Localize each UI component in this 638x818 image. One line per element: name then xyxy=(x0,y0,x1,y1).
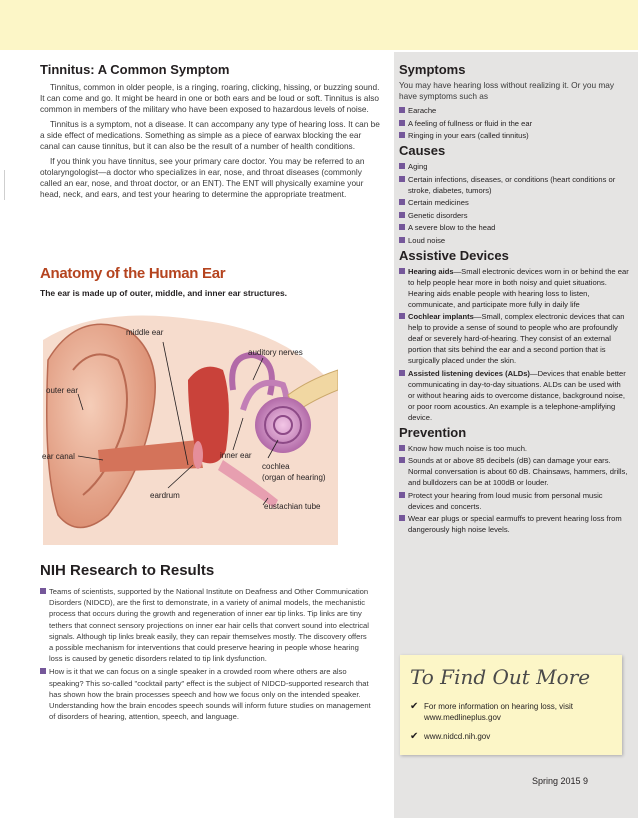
label-outer-ear: outer ear xyxy=(46,386,79,395)
cause-item: Aging xyxy=(399,161,629,172)
symptoms-title: Symptoms xyxy=(399,62,466,77)
cause-item: Loud noise xyxy=(399,235,629,246)
label-eardrum: eardrum xyxy=(150,491,180,500)
eardrum-shape xyxy=(193,441,203,469)
label-middle-ear: middle ear xyxy=(126,328,164,337)
tinnitus-paragraph: If you think you have tinnitus, see your primary care doctor. You may be referred to an otolaryngologist—a doctor who specializes in ear, nose, and throat diseases (commonly called an ear, nose, and throat doctor, or an ENT). The ENT will physically examine your head, neck, and ears, and test your hearing to determine the appropriate treatment. xyxy=(40,156,365,199)
nih-title: NIH Research to Results xyxy=(40,562,215,579)
tinnitus-title: Tinnitus: A Common Symptom xyxy=(40,62,230,77)
assistive-term: Cochlear implants xyxy=(408,312,474,321)
prevention-title: Prevention xyxy=(399,424,467,440)
nih-item: Teams of scientists, supported by the National Institute on Deafness and Other Communication Disorders (NIDCD), are the first to demonstrate, in a variety of animal models, the mechanistic process that occurs during the growth and regeneration of inner ear tip links. Tip links are tiny tethers that connect sensory projections on inner ear hair cells that convert sound into electrical signals. Although tip links break easily, they can repair themselves mostly. The discovery offers a possible mechanism for interventions that could preserve hearing in people whose hearing loss is caused by genetic disorders related to tip link dysfunction. xyxy=(40,586,372,664)
card-title: To Find Out More xyxy=(410,665,591,689)
assistive-item xyxy=(399,266,629,310)
causes-title: Causes xyxy=(399,143,446,158)
page-footer: Spring 2015 9 xyxy=(532,776,589,786)
label-inner-ear: inner ear xyxy=(220,451,252,460)
card-item-link[interactable]: www.nidcd.nih.gov xyxy=(424,732,491,741)
assistive-text: —Small, complex electronic devices that can help to provide a sense of sound to people who are profoundly deaf or severely hard-of-hearing. They consist of an external portion that sits behind the ear and a second portion that is surgically placed under the skin. xyxy=(408,312,625,365)
checkmark-icon: ✔ xyxy=(410,731,419,742)
card-item-text[interactable]: For more information on hearing loss, visit www.medlineplus.gov xyxy=(424,702,573,722)
nih-item: How is it that we can focus on a single speaker in a crowded room where others are also speaking? This so-called "cocktail party" effect is the subject of NIDCD-supported research that has shown how the brain processes speech and how we focus only on the intended speaker. Understanding how the brain encodes speech sounds will inform future studies on management of disorders of hearing, attention, speech, and language. xyxy=(40,666,372,722)
assistive-item xyxy=(399,311,629,366)
label-cochlea: cochlea xyxy=(262,462,290,471)
cause-item: Certain infections, diseases, or conditions (heart conditions or stroke, diabetes, tumors) xyxy=(399,174,629,196)
anatomy-title: Anatomy of the Human Ear xyxy=(40,265,226,282)
prevention-item: Sounds at or above 85 decibels (dB) can damage your ears. Normal conversation is about 60 dB. Chainsaws, hammers, drills, and bulldozers can be at 100dB or louder. xyxy=(399,455,629,488)
assistive-text: —Devices that enable better communicating in day-to-day situations. ALDs can be used with or without hearing aids to overcome distance, background noise, or poor room acoustics. An example is a telephone-amplifying device. xyxy=(408,368,626,422)
checkmark-icon: ✔ xyxy=(410,701,419,712)
prevention-item: Wear ear plugs or special earmuffs to prevent hearing loss from dangerously high noise levels. xyxy=(399,513,629,535)
card-item xyxy=(410,701,604,723)
assistive-term: Hearing aids xyxy=(408,266,454,276)
assistive-text: —Small electronic devices worn in or behind the ear to help people hear more in both noisy and quiet situations. Hearing aids enable people with hearing loss to listen, communicate, and participate more fully in daily life xyxy=(408,266,629,309)
symptom-item: A feeling of fullness or fluid in the ear xyxy=(399,118,629,129)
prevention-item: Protect your hearing from loud music from personal music devices and concerts. xyxy=(399,490,629,512)
assistive-item xyxy=(399,368,629,423)
assistive-term: Assisted listening devices (ALDs) xyxy=(408,368,530,378)
top-band xyxy=(0,0,638,50)
label-ear-canal: ear canal xyxy=(42,452,75,461)
label-auditory-nerves: auditory nerves xyxy=(248,348,303,357)
find-out-more-card xyxy=(400,655,622,755)
cochlea-shape xyxy=(255,397,311,453)
symptom-item: Ringing in your ears (called tinnitus) xyxy=(399,130,629,141)
ear-diagram xyxy=(38,300,338,545)
cause-item: Certain medicines xyxy=(399,197,629,208)
tinnitus-paragraph: Tinnitus is a symptom, not a disease. It can accompany any type of hearing loss. It can be a side effect of medications. Something as simple as a piece of earwax blocking the ear canal can cause tinnitus, but it can also be the result of a number of health conditions. xyxy=(40,119,380,151)
cause-item: Genetic disorders xyxy=(399,210,629,221)
sidebar-content xyxy=(399,60,629,537)
prevention-item: Know how much noise is too much. xyxy=(399,443,629,454)
nih-list xyxy=(40,586,372,724)
symptoms-intro: You may have hearing loss without realizing it. Or you may have symptoms such as xyxy=(399,80,615,101)
label-cochlea-note: (organ of hearing) xyxy=(262,473,326,482)
card-item xyxy=(410,731,490,742)
page-edge-mark xyxy=(0,170,5,200)
symptom-item: Earache xyxy=(399,105,629,116)
assistive-title: Assistive Devices xyxy=(399,247,509,263)
anatomy-subtitle: The ear is made up of outer, middle, and inner ear structures. xyxy=(40,288,288,298)
tinnitus-section xyxy=(40,56,380,204)
tinnitus-paragraph: Tinnitus, common in older people, is a ringing, roaring, clicking, hissing, or buzzing sound. It can come and go. It might be heard in one or both ears and be loud or soft. Tinnitus is also common in members of the military who have been exposed to hazardous levels of noise. xyxy=(40,82,380,114)
cause-item: A severe blow to the head xyxy=(399,222,629,233)
label-eustachian-tube: eustachian tube xyxy=(264,502,321,511)
